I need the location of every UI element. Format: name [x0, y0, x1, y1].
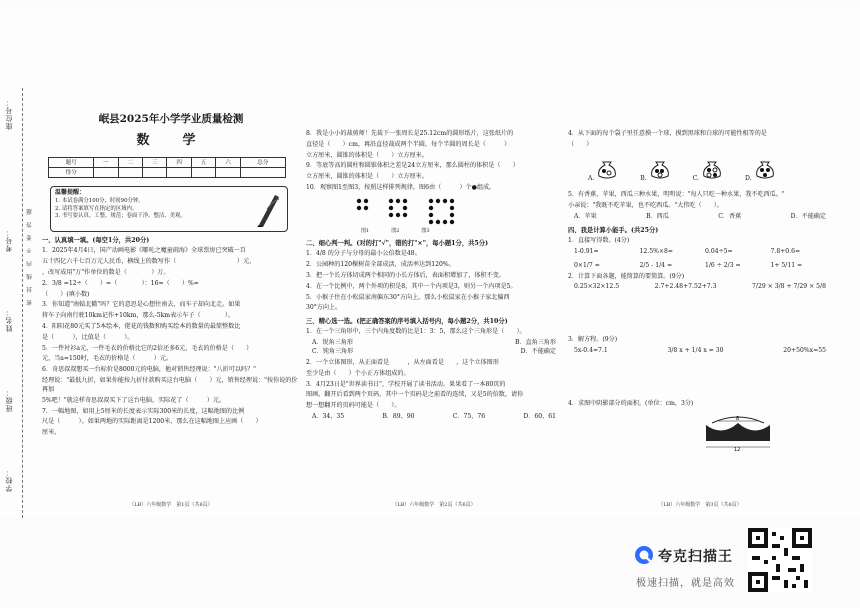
calc-item: 7/29 × 3/8 + 7/29 × 5/8	[752, 283, 826, 291]
exam-paper	[0, 8, 860, 518]
option-d[interactable]: D．不能确定	[790, 213, 826, 221]
calc-item: 2/5 - 1/4 =	[639, 261, 673, 269]
question-text: 5．一件衬衫a元，一件毛衣的价格比它的2倍还多6元，毛衣的价格是（ ）	[42, 344, 253, 352]
question-text: 4．阳阳花80元买了5本绘本，佬花的钱数和购买绘本的数量的最简整数比	[42, 322, 241, 330]
equation-items	[568, 347, 832, 356]
score-table-header-row	[49, 158, 286, 168]
choice-options	[306, 339, 562, 348]
tips-box	[50, 186, 288, 232]
quark-logo-icon	[634, 545, 654, 565]
page-footer: （LB）六年级数学 第1页（共6页）	[129, 501, 213, 508]
page-2	[306, 8, 562, 513]
question-text: 经理说："最低九折，如果你能按九折付款购买这台电脑（ ）元，销售经理说："按你说的价再加	[42, 377, 298, 393]
dim-bottom-label: 12	[734, 446, 741, 451]
question-text: 直径是（ ）cm，再沿直径裁成两个半圆，每个半圆的周长是（ ）	[306, 140, 511, 148]
brand-name: 夸克扫描王	[658, 549, 733, 565]
score-cell[interactable]	[143, 168, 167, 178]
question-text: ，改写成用"万"作单位的数是（ ）万。	[42, 268, 170, 276]
choice-options	[306, 413, 562, 422]
bag-option-d[interactable]	[745, 158, 776, 184]
question-text: 6．奇思叔叔想买一台标价是8000元的电脑，他对销售经理说："八折可以吗？"	[42, 366, 256, 374]
sub-question: 2．计算下面各题，能简算的要简算。(9分)	[568, 272, 685, 280]
qr-code-icon[interactable]	[748, 528, 812, 592]
score-table-score-row	[49, 168, 286, 178]
choice-question: （ ）	[568, 140, 593, 148]
option-c[interactable]: C．75、76	[452, 413, 486, 421]
pen-icon	[255, 191, 281, 229]
score-cell: 一	[94, 158, 118, 168]
choice-question: 1．在一个三角形中，三个内角度数的比是1：3：5，那么这个三角形是（ ）。	[306, 328, 526, 336]
bag-option-c[interactable]	[693, 158, 723, 184]
choice-question: 图画，翻开后看到两个页码，其中一个页码是之前看的连续，又是5的倍数，请你	[306, 391, 524, 399]
score-cell: 三	[143, 158, 167, 168]
ball-bag-icon	[701, 158, 723, 180]
score-cell: 题号	[49, 158, 94, 168]
sub-question: 1．直接写得数。(4分)	[568, 237, 630, 245]
score-table	[48, 157, 286, 178]
choice-question: 5．有香蕉，苹果，西瓜三种水果，明明说："每人只吃一种水果，我不吃西瓜。"	[568, 191, 785, 199]
calc-item: 0.25×32×12.5	[574, 283, 620, 291]
equation: 3/8 x + 1/4 x = 30	[667, 347, 724, 355]
shaded-area-figure	[568, 415, 832, 455]
question-text: 2．3/8 =12÷（ ）=（ ）：16=（ ）%=	[42, 279, 199, 287]
figure-captions	[306, 228, 562, 235]
option-b[interactable]: B．直角三角形	[514, 339, 556, 347]
question-text: 将车子向南行驶10km记作+10km，那么-5km表示车子（ ）。	[42, 312, 235, 320]
figure-1	[356, 198, 370, 212]
question-text: 5%吧！"就这样奇思叔叔买下了这台电脑，实际花了（ ）元。	[42, 396, 226, 404]
section-4-heading: 四、我是计算小能手。(共25分)	[568, 226, 659, 234]
name-label: 姓名：	[5, 308, 13, 332]
question-text: 9．等底等高的圆柱和圆锥体积之差是24立方厘米，那么圆柱的体积是（ ）	[306, 162, 519, 170]
question-text: 元，当a=150时，毛衣的价格是（ ）元。	[42, 355, 173, 363]
score-cell[interactable]	[216, 168, 240, 178]
ball-bag-icon	[596, 158, 618, 180]
score-cell: 得分	[49, 168, 94, 178]
option-a[interactable]: A．34、35	[312, 413, 345, 421]
section-1-heading: 一、认真填一填。(每空1分，共20分)	[42, 237, 150, 245]
calc-item: 7.8+0.6=	[770, 247, 801, 255]
judge-question: 5．小猴子住在小松鼠家南偏东30°方向上，那么小松鼠家在小猴子家北偏西	[306, 293, 510, 301]
sub-question: 4．求图中阴影部分的面积。(单位：cm，3分)	[568, 399, 694, 407]
seat-number-label: 座位号：	[5, 98, 13, 130]
option-b[interactable]: B．西瓜	[646, 213, 669, 221]
calc-item: 1+ 5/11 =	[770, 261, 803, 269]
question-text: 立方厘米，圆锥的体积是（ ）立方厘米。	[306, 173, 428, 181]
page-footer: （LB）六年级数学 第3页（共6页）	[658, 501, 742, 508]
figure-caption: 图2	[391, 227, 400, 234]
judge-question: 4．在一个比例中，两个外项的积是8，其中一个内项是3，则另一个内项是5。	[306, 282, 517, 290]
calc-item: 1-0.91=	[574, 247, 599, 255]
question-text: 8．我是小小的裁剪师！先裁下一张周长是25.12cm的圆形纸片，这张纸片的	[306, 130, 514, 137]
option-d[interactable]: D．60、61	[523, 413, 556, 421]
option-a[interactable]: A．锐角三角形	[312, 339, 353, 347]
score-cell[interactable]	[167, 168, 191, 178]
section-2-heading: 二、细心判一判。(对的打"√"，错的打"×"，每小题1分，共5分)	[306, 240, 489, 248]
judge-question: 30°方向上。	[306, 304, 342, 312]
question-text: 1．2025年4月4日，国产动画电影《哪吒之魔童闹海》全球票房已突破一百	[42, 247, 246, 255]
sub-question: 3．解方程。(9分)	[568, 336, 618, 344]
section-3-heading: 三、精心选一选。(把正确答案的序号填入括号内，每小题2分，共10分)	[306, 318, 508, 326]
seal-line	[22, 88, 23, 518]
dot-pattern-figures	[306, 198, 562, 226]
score-cell[interactable]	[240, 168, 285, 178]
score-cell: 总分	[240, 158, 285, 168]
oral-calc-grid	[568, 248, 832, 271]
question-text: 是（ ），比值是（ ）。	[42, 333, 134, 341]
page-3	[568, 8, 832, 513]
tips-line: 2. 请将答案填写在指定的区域内。	[55, 205, 138, 212]
dim-top-label: 8	[736, 415, 740, 422]
question-text: 10．观察图1至图3，按照这样排列规律，图6由（ ）个●组成。	[306, 184, 496, 192]
judge-question: 1．4/8 的分子与分母的最小公倍数是48。	[306, 250, 421, 258]
option-c[interactable]: C．香蕉	[718, 213, 742, 221]
bag-label: C.	[692, 174, 700, 182]
option-c[interactable]: C．钝角三角形	[312, 348, 354, 356]
score-cell[interactable]	[94, 168, 118, 178]
tips-title: 温馨提醒：	[55, 189, 86, 197]
figure-caption: 图1	[361, 227, 370, 234]
score-cell: 二	[118, 158, 142, 168]
choice-question: 想一想翻开的页码可能是（ ）。	[306, 402, 401, 410]
calc-item: 2.7+2.48+7.52+7.3	[654, 283, 717, 291]
question-text: 五十四亿六千七百万元人民币，横线上的数写作（ ）元，	[42, 258, 256, 266]
school-label: 学校：	[5, 468, 13, 492]
choice-question: 至少是由（ ）个小正方体组成的。	[306, 369, 410, 377]
choice-question: 2．一个立体图形，从正面看是 ，从左面看是 ，这个立体图形	[306, 358, 499, 366]
shaded-shape-diagram	[698, 415, 778, 451]
calc-item: 0.04÷5=	[705, 247, 733, 255]
option-d[interactable]: D．不能确定	[520, 348, 556, 356]
score-cell[interactable]	[118, 168, 142, 178]
score-cell: 四	[167, 158, 191, 168]
choice-options	[306, 348, 562, 357]
score-cell: 六	[216, 158, 240, 168]
binding-strip	[0, 88, 40, 518]
question-text: 3．你知道"南辕北辙"吗？它的意思是心想往南去，而车子却向北走。如果	[42, 301, 241, 309]
figure-caption: 图3	[421, 227, 430, 234]
bag-option-a[interactable]	[588, 158, 618, 184]
question-text: 7．一幅地图，如用上5厘米的长度表示实际300米的长度，这幅地图的比例	[42, 407, 245, 415]
calc-item: 0×1/7 =	[574, 261, 600, 269]
figure-2	[388, 198, 410, 220]
exam-title: 岷县2025年小学学业质量检测	[98, 113, 244, 125]
score-cell[interactable]	[191, 168, 215, 178]
brand-slogan: 极速扫描，就是高效	[636, 578, 735, 589]
choice-options	[568, 213, 832, 222]
choice-question: 4．从下面的每个袋子里任意摸一个球，摸到黑球和白球的可能性相等的是	[568, 130, 767, 137]
ball-bag-icon	[649, 158, 671, 180]
tips-line: 1. 本试卷满分100分，时间90分钟。	[55, 197, 144, 204]
exam-subject: 数 学	[136, 133, 206, 149]
choice-question: 3．4月23日是"世界读书日"，学校开展了读书活动。果果看了一本80页的	[306, 380, 506, 388]
calc-items	[568, 283, 832, 292]
tips-line: 3. 书写要认真、工整、规范；卷面干净、整洁、美观。	[55, 213, 186, 220]
bag-label: A.	[588, 174, 595, 182]
calc-item: 12.5%×8=	[639, 247, 673, 255]
option-a[interactable]: A．苹果	[574, 213, 597, 221]
bag-label: B.	[640, 174, 647, 182]
calc-item: 1/6 ÷ 2/3 =	[705, 261, 741, 269]
seal-warning: 密 封 线 内 不 要 答 题	[27, 208, 33, 306]
page-footer: （LB）六年级数学 第2页（共6页）	[392, 501, 476, 508]
exam-number-label: 考号：	[5, 228, 13, 252]
question-text: 厘米。	[42, 429, 61, 437]
class-label: 班级：	[5, 388, 13, 412]
equation: 20+50%x=55	[783, 347, 826, 355]
judge-question: 2．公园种的120棵树苗全部成活，成活率达到120%。	[306, 261, 455, 269]
question-text: 尺是（ ）。如果两地的实际距离是1200米，那么在这幅地图上应画（ ）	[42, 418, 262, 426]
question-text: （ ）(填小数)	[42, 290, 90, 298]
ball-bags	[568, 158, 832, 184]
judge-question: 3．把一个长方体切成两个相同的小长方体后，表面积增加了，体积不变。	[306, 272, 505, 279]
option-b[interactable]: B．89、90	[382, 413, 415, 421]
ball-bag-icon	[754, 158, 776, 180]
bag-label: D.	[744, 174, 752, 182]
bag-option-b[interactable]	[640, 158, 670, 184]
choice-question: 小亲说："我既不吃苹果，也不吃西瓜。"大伟吃（ ）。	[568, 202, 723, 210]
score-cell: 五	[191, 158, 215, 168]
equation: 5x-0.4=7.1	[574, 347, 608, 355]
question-text: 立方厘米，圆锥的体积是（ ）立方厘米。	[306, 151, 428, 159]
page-1	[42, 8, 300, 513]
figure-3	[428, 198, 456, 226]
